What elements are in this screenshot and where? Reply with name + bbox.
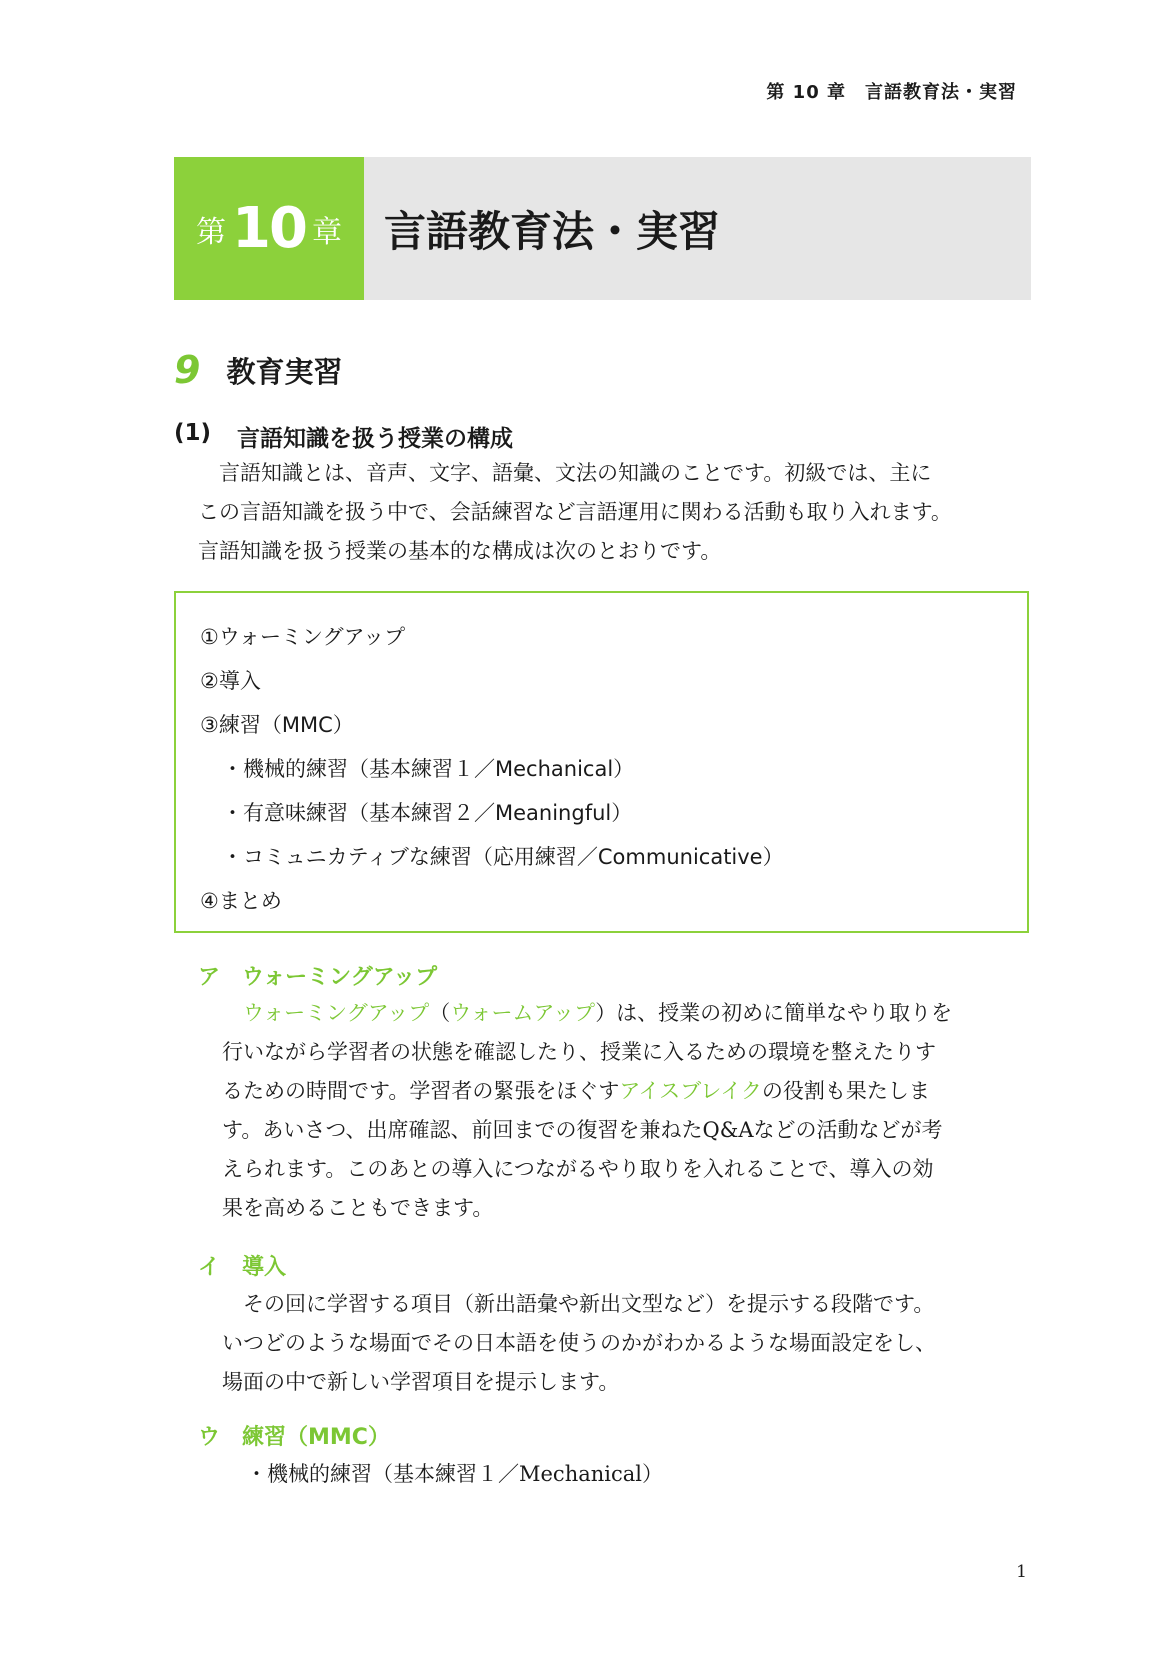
part-u-marker: ウ bbox=[198, 1425, 221, 1450]
structure-subitem: ・有意味練習（基本練習２／Meaningful） bbox=[222, 801, 633, 825]
structure-item: ③練習（MMC） bbox=[200, 713, 354, 737]
part-i-heading bbox=[198, 1250, 286, 1281]
structure-item: ①ウォーミングアップ bbox=[200, 625, 406, 649]
section-title: 教育実習 bbox=[226, 354, 343, 389]
term-icebreak: アイスブレイク bbox=[619, 1079, 762, 1103]
intro-line: この言語知識を扱う中で、会話練習など言語運用に関わる活動も取り入れます。 bbox=[198, 500, 952, 524]
term-warming-up: ウォーミングアップ bbox=[243, 1001, 430, 1025]
subsection-heading bbox=[174, 420, 513, 453]
chapter-label bbox=[174, 157, 364, 300]
part-i-paragraph bbox=[222, 1285, 936, 1402]
part-u-item bbox=[246, 1455, 663, 1494]
subsection-marker: (1) bbox=[174, 420, 212, 446]
structure-subitem: ・コミュニカティブな練習（応用練習／Communicative） bbox=[222, 845, 784, 869]
chapter-title: 言語教育法・実習 bbox=[384, 206, 721, 256]
part-i-title: 導入 bbox=[242, 1255, 287, 1280]
part-a-line bbox=[222, 994, 952, 1033]
part-u-line: ・機械的練習（基本練習１／Mechanical） bbox=[246, 1462, 663, 1486]
part-a-line3-before: るための時間です。学習者の緊張をほぐす bbox=[222, 1079, 620, 1103]
part-i-marker: イ bbox=[198, 1255, 221, 1280]
structure-item: ④まとめ bbox=[200, 889, 282, 913]
part-a-line: えられます。このあとの導入につながるやり取りを入れることで、導入の効 bbox=[222, 1157, 934, 1181]
chapter-suffix: 章 bbox=[311, 214, 342, 250]
part-a-line bbox=[222, 1072, 952, 1111]
section-number: 9 bbox=[174, 348, 201, 392]
part-a-line1-rest: ）は、授業の初めに簡単なやり取りを bbox=[595, 1001, 953, 1025]
subsection-title: 言語知識を扱う授業の構成 bbox=[237, 426, 514, 452]
paren: （ bbox=[429, 1001, 451, 1025]
running-header: 第 10 章 言語教育法・実習 bbox=[766, 82, 1017, 103]
part-a-heading bbox=[198, 960, 437, 991]
part-a-title: ウォーミングアップ bbox=[242, 965, 438, 990]
part-a-line3-after: の役割も果たしま bbox=[761, 1079, 930, 1103]
chapter-prefix: 第 bbox=[196, 214, 227, 250]
structure-item: ②導入 bbox=[200, 669, 261, 693]
part-u-title: 練習（MMC） bbox=[242, 1425, 390, 1450]
term-warm-up: ウォームアップ bbox=[450, 1001, 596, 1025]
intro-line: 言語知識とは、音声、文字、語彙、文法の知識のことです。初級では、主に bbox=[198, 461, 932, 485]
part-i-line: その回に学習する項目（新出語彙や新出文型など）を提示する段階です。 bbox=[222, 1292, 935, 1316]
chapter-banner bbox=[174, 157, 1031, 300]
part-a-line: 果を高めることもできます。 bbox=[222, 1196, 494, 1220]
part-i-line: 場面の中で新しい学習項目を提示します。 bbox=[222, 1370, 620, 1394]
section-heading bbox=[174, 348, 342, 392]
structure-subitem: ・機械的練習（基本練習１／Mechanical） bbox=[222, 757, 635, 781]
part-a-marker: ア bbox=[198, 965, 221, 990]
lesson-structure-box bbox=[174, 591, 1029, 933]
part-a-paragraph bbox=[222, 994, 952, 1228]
part-a-line: 行いながら学習者の状態を確認したり、授業に入るための環境を整えたりす bbox=[222, 1040, 936, 1064]
intro-line: 言語知識を扱う授業の基本的な構成は次のとおりです。 bbox=[198, 539, 722, 563]
part-u-heading bbox=[198, 1420, 390, 1451]
page-number: 1 bbox=[1016, 1562, 1027, 1582]
part-i-line: いつどのような場面でその日本語を使うのかがわかるような場面設定をし、 bbox=[222, 1331, 936, 1355]
part-a-line: す。あいさつ、出席確認、前回までの復習を兼ねたQ&Aなどの活動などが考 bbox=[222, 1118, 943, 1142]
intro-paragraph bbox=[198, 454, 952, 571]
chapter-number: 10 bbox=[232, 196, 306, 261]
